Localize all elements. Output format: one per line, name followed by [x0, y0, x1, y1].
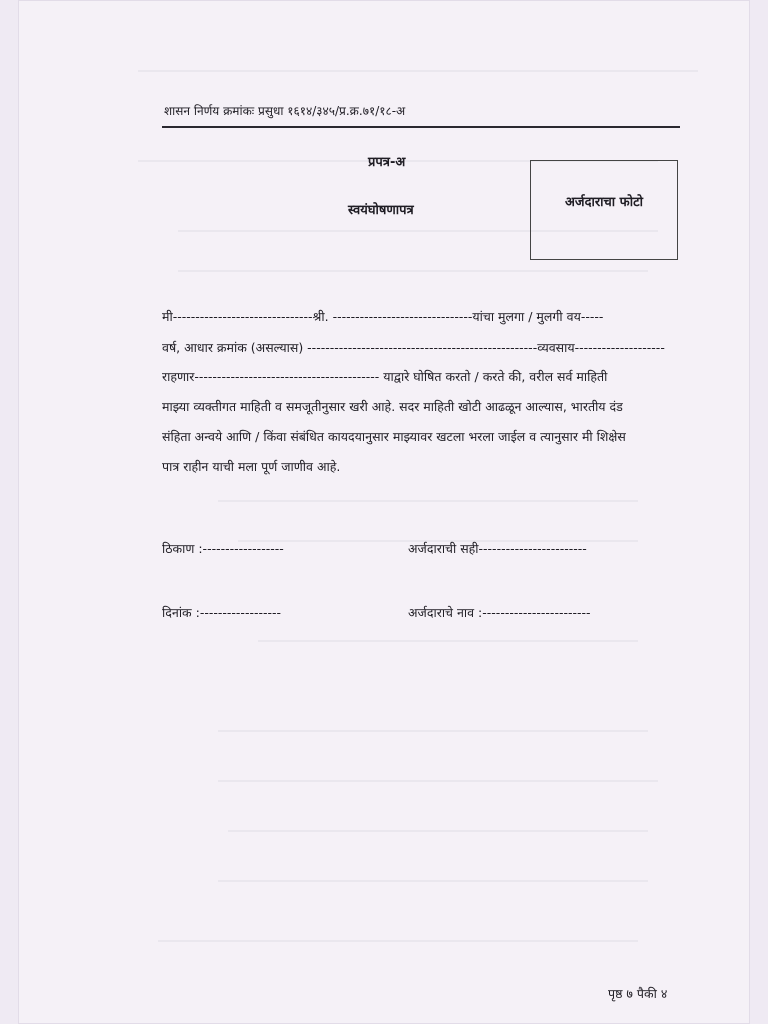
bleed-through-line	[218, 780, 658, 782]
document-page	[18, 0, 750, 1024]
bleed-through-line	[218, 500, 638, 502]
declaration-line-aadhaar: वर्ष, आधार क्रमांक (असल्यास) ---------------------------------------------------व्यवसाय--------------------	[162, 340, 665, 355]
bleed-through-line	[218, 880, 648, 882]
header-divider	[162, 126, 680, 128]
form-label: प्रपत्र-अ	[368, 155, 406, 170]
applicant-signature-field: अर्जदाराची सही------------------------	[408, 541, 587, 556]
declaration-text-line: पात्र राहीन याची मला पूर्ण जाणीव आहे.	[162, 459, 341, 474]
page-number: पृष्ठ ७ पैकी ४	[608, 986, 668, 1001]
applicant-name-field: अर्जदाराचे नाव :------------------------	[408, 605, 591, 620]
declaration-paragraph	[162, 392, 682, 482]
declaration-text-line: माझ्या व्यक्तीगत माहिती व समजूतीनुसार खरी आहे. सदर माहिती खोटी आढळून आल्यास, भारतीय दंड	[162, 399, 623, 414]
declaration-line-residence: राहणार----------------------------------------- याद्वारे घोषित करतो / करते की, वरील सर्व माहिती	[162, 369, 608, 384]
photo-box-label: अर्जदाराचा फोटो	[565, 195, 643, 210]
bleed-through-line	[258, 640, 638, 642]
declaration-line-name: मी-------------------------------श्री. -------------------------------यांचा मुलगा / मुलगी वय-----	[162, 309, 604, 324]
bleed-through-line	[178, 270, 648, 272]
bleed-through-line	[138, 70, 698, 72]
date-field: दिनांक :------------------	[162, 605, 282, 620]
bleed-through-line	[228, 830, 648, 832]
bleed-through-line	[158, 940, 638, 942]
form-title: स्वयंघोषणापत्र	[348, 203, 414, 218]
place-field: ठिकाण :------------------	[162, 541, 284, 556]
bleed-through-line	[218, 730, 648, 732]
applicant-photo-box	[530, 160, 678, 260]
government-resolution-reference: शासन निर्णय क्रमांकः प्रसुधा १६१४/३४५/प्र.क्र.७१/१८-अ	[164, 104, 406, 118]
declaration-text-line: संहिता अन्वये आणि / किंवा संबंधित कायदयानुसार माझ्यावर खटला भरला जाईल व त्यानुसार मी शिक्षेस	[162, 429, 626, 444]
